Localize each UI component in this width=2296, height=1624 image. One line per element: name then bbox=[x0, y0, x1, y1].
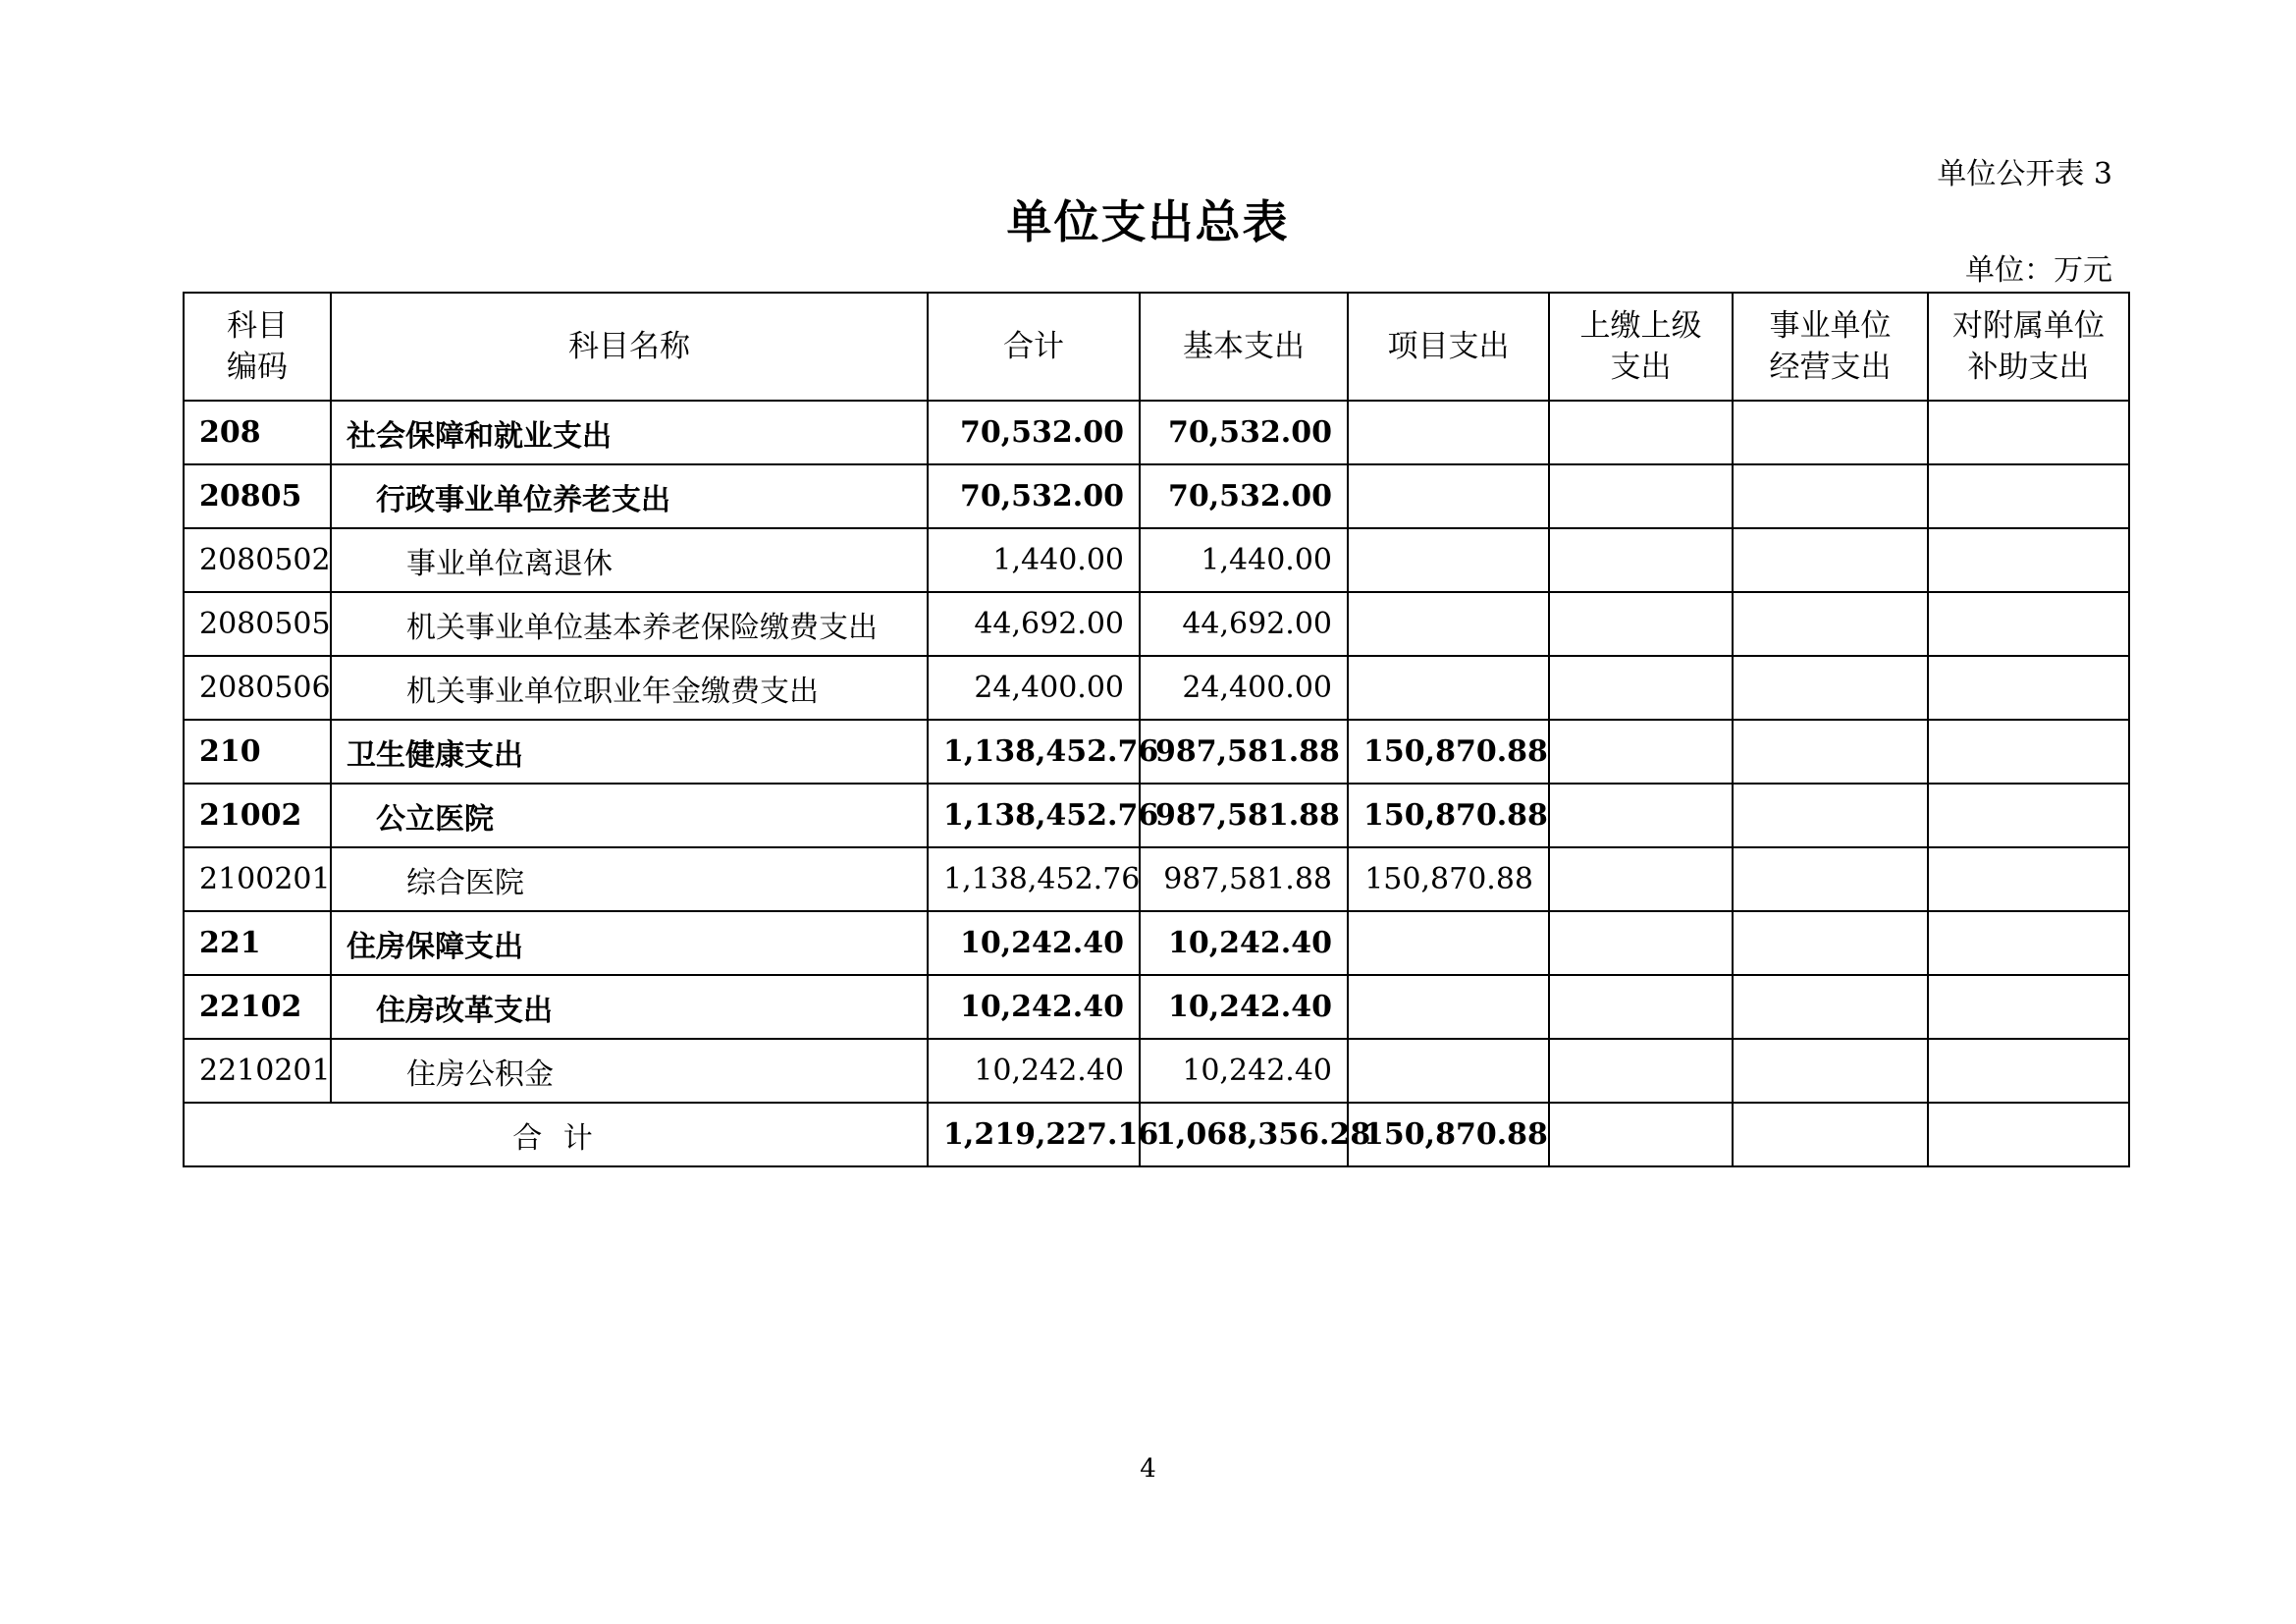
header-upper bbox=[1549, 293, 1733, 401]
cell-subsidy bbox=[1928, 464, 2129, 528]
cell-basic: 987,581.88 bbox=[1140, 784, 1348, 847]
cell-basic: 10,242.40 bbox=[1140, 911, 1348, 975]
header-code bbox=[184, 293, 331, 401]
cell-upper bbox=[1549, 401, 1733, 464]
cell-project bbox=[1348, 401, 1549, 464]
table-row bbox=[184, 975, 2129, 1039]
header-name-label: 科目名称 bbox=[568, 329, 690, 364]
cell-total: 70,532.00 bbox=[928, 401, 1140, 464]
table-row bbox=[184, 784, 2129, 847]
header-total bbox=[928, 293, 1140, 401]
total-label: 合 计 bbox=[184, 1103, 928, 1166]
cell-upper bbox=[1549, 911, 1733, 975]
cell-code: 210 bbox=[184, 720, 331, 784]
cell-total: 1,138,452.76 bbox=[928, 720, 1140, 784]
cell-code: 221 bbox=[184, 911, 331, 975]
cell-project bbox=[1348, 464, 1549, 528]
cell-basic: 10,242.40 bbox=[1140, 975, 1348, 1039]
cell-basic: 1,440.00 bbox=[1140, 528, 1348, 592]
cell-upper bbox=[1549, 847, 1733, 911]
page-title: 单位支出总表 bbox=[1006, 195, 1290, 248]
cell-total: 1,138,452.76 bbox=[928, 784, 1140, 847]
cell-business bbox=[1733, 592, 1928, 656]
cell-business bbox=[1733, 784, 1928, 847]
total-sum: 1,219,227.16 bbox=[928, 1103, 1140, 1166]
cell-upper bbox=[1549, 592, 1733, 656]
header-basic-label: 基本支出 bbox=[1183, 329, 1305, 364]
cell-basic: 987,581.88 bbox=[1140, 720, 1348, 784]
cell-business bbox=[1733, 847, 1928, 911]
cell-name: 机关事业单位基本养老保险缴费支出 bbox=[331, 592, 928, 656]
cell-upper bbox=[1549, 1039, 1733, 1103]
cell-code: 2210201 bbox=[184, 1039, 331, 1103]
total-subsidy bbox=[1928, 1103, 2129, 1166]
table-row bbox=[184, 528, 2129, 592]
cell-project: 150,870.88 bbox=[1348, 847, 1549, 911]
table-row bbox=[184, 1039, 2129, 1103]
cell-total: 44,692.00 bbox=[928, 592, 1140, 656]
cell-upper bbox=[1549, 656, 1733, 720]
cell-name: 行政事业单位养老支出 bbox=[331, 464, 928, 528]
cell-upper bbox=[1549, 720, 1733, 784]
cell-code: 2080506 bbox=[184, 656, 331, 720]
header-basic bbox=[1140, 293, 1348, 401]
total-upper bbox=[1549, 1103, 1733, 1166]
cell-code: 2080502 bbox=[184, 528, 331, 592]
cell-business bbox=[1733, 720, 1928, 784]
cell-project bbox=[1348, 656, 1549, 720]
table-row bbox=[184, 592, 2129, 656]
cell-business bbox=[1733, 401, 1928, 464]
cell-basic: 44,692.00 bbox=[1140, 592, 1348, 656]
table-row bbox=[184, 656, 2129, 720]
table-row bbox=[184, 401, 2129, 464]
cell-code: 208 bbox=[184, 401, 331, 464]
cell-code: 20805 bbox=[184, 464, 331, 528]
cell-code: 2100201 bbox=[184, 847, 331, 911]
cell-name: 卫生健康支出 bbox=[331, 720, 928, 784]
cell-subsidy bbox=[1928, 592, 2129, 656]
cell-subsidy bbox=[1928, 911, 2129, 975]
cell-project bbox=[1348, 592, 1549, 656]
total-business bbox=[1733, 1103, 1928, 1166]
table-row bbox=[184, 911, 2129, 975]
cell-subsidy bbox=[1928, 401, 2129, 464]
cell-name: 住房公积金 bbox=[331, 1039, 928, 1103]
header-project-label: 项目支出 bbox=[1387, 329, 1510, 364]
table-header-row bbox=[184, 293, 2129, 401]
cell-total: 10,242.40 bbox=[928, 911, 1140, 975]
header-project bbox=[1348, 293, 1549, 401]
header-total-label: 合计 bbox=[1003, 329, 1064, 364]
header-upper-label: 上缴上级 支出 bbox=[1579, 308, 1702, 385]
cell-project bbox=[1348, 528, 1549, 592]
cell-code: 21002 bbox=[184, 784, 331, 847]
cell-subsidy bbox=[1928, 656, 2129, 720]
cell-business bbox=[1733, 911, 1928, 975]
table-row bbox=[184, 847, 2129, 911]
cell-total: 10,242.40 bbox=[928, 975, 1140, 1039]
total-row bbox=[184, 1103, 2129, 1166]
cell-subsidy bbox=[1928, 784, 2129, 847]
cell-project: 150,870.88 bbox=[1348, 720, 1549, 784]
cell-upper bbox=[1549, 528, 1733, 592]
cell-subsidy bbox=[1928, 975, 2129, 1039]
cell-project bbox=[1348, 911, 1549, 975]
unit-label: 单位：万元 bbox=[1965, 253, 2112, 288]
cell-total: 70,532.00 bbox=[928, 464, 1140, 528]
table-row bbox=[184, 720, 2129, 784]
cell-name: 住房保障支出 bbox=[331, 911, 928, 975]
table-row bbox=[184, 464, 2129, 528]
cell-subsidy bbox=[1928, 1039, 2129, 1103]
cell-upper bbox=[1549, 464, 1733, 528]
cell-name: 社会保障和就业支出 bbox=[331, 401, 928, 464]
cell-name: 住房改革支出 bbox=[331, 975, 928, 1039]
header-code-label: 科目 编码 bbox=[227, 308, 288, 385]
cell-subsidy bbox=[1928, 847, 2129, 911]
page-number: 4 bbox=[1140, 1454, 1156, 1484]
cell-business bbox=[1733, 464, 1928, 528]
header-business-label: 事业单位 经营支出 bbox=[1769, 308, 1892, 385]
cell-subsidy bbox=[1928, 720, 2129, 784]
cell-business bbox=[1733, 975, 1928, 1039]
cell-total: 10,242.40 bbox=[928, 1039, 1140, 1103]
cell-basic: 24,400.00 bbox=[1140, 656, 1348, 720]
cell-business bbox=[1733, 656, 1928, 720]
expenditure-table bbox=[183, 292, 2130, 1167]
cell-project: 150,870.88 bbox=[1348, 784, 1549, 847]
cell-basic: 70,532.00 bbox=[1140, 401, 1348, 464]
total-project: 150,870.88 bbox=[1348, 1103, 1549, 1166]
header-subsidy bbox=[1928, 293, 2129, 401]
cell-business bbox=[1733, 1039, 1928, 1103]
cell-total: 1,440.00 bbox=[928, 528, 1140, 592]
cell-upper bbox=[1549, 784, 1733, 847]
form-number-label: 单位公开表 3 bbox=[1937, 157, 2112, 191]
total-basic: 1,068,356.28 bbox=[1140, 1103, 1348, 1166]
header-business bbox=[1733, 293, 1928, 401]
cell-code: 2080505 bbox=[184, 592, 331, 656]
cell-basic: 987,581.88 bbox=[1140, 847, 1348, 911]
cell-name: 机关事业单位职业年金缴费支出 bbox=[331, 656, 928, 720]
cell-name: 综合医院 bbox=[331, 847, 928, 911]
cell-upper bbox=[1549, 975, 1733, 1039]
header-name bbox=[331, 293, 928, 401]
cell-project bbox=[1348, 1039, 1549, 1103]
cell-name: 公立医院 bbox=[331, 784, 928, 847]
cell-basic: 10,242.40 bbox=[1140, 1039, 1348, 1103]
cell-code: 22102 bbox=[184, 975, 331, 1039]
cell-basic: 70,532.00 bbox=[1140, 464, 1348, 528]
cell-business bbox=[1733, 528, 1928, 592]
cell-total: 24,400.00 bbox=[928, 656, 1140, 720]
cell-total: 1,138,452.76 bbox=[928, 847, 1140, 911]
cell-project bbox=[1348, 975, 1549, 1039]
cell-subsidy bbox=[1928, 528, 2129, 592]
header-subsidy-label: 对附属单位 补助支出 bbox=[1952, 308, 2105, 385]
cell-name: 事业单位离退休 bbox=[331, 528, 928, 592]
